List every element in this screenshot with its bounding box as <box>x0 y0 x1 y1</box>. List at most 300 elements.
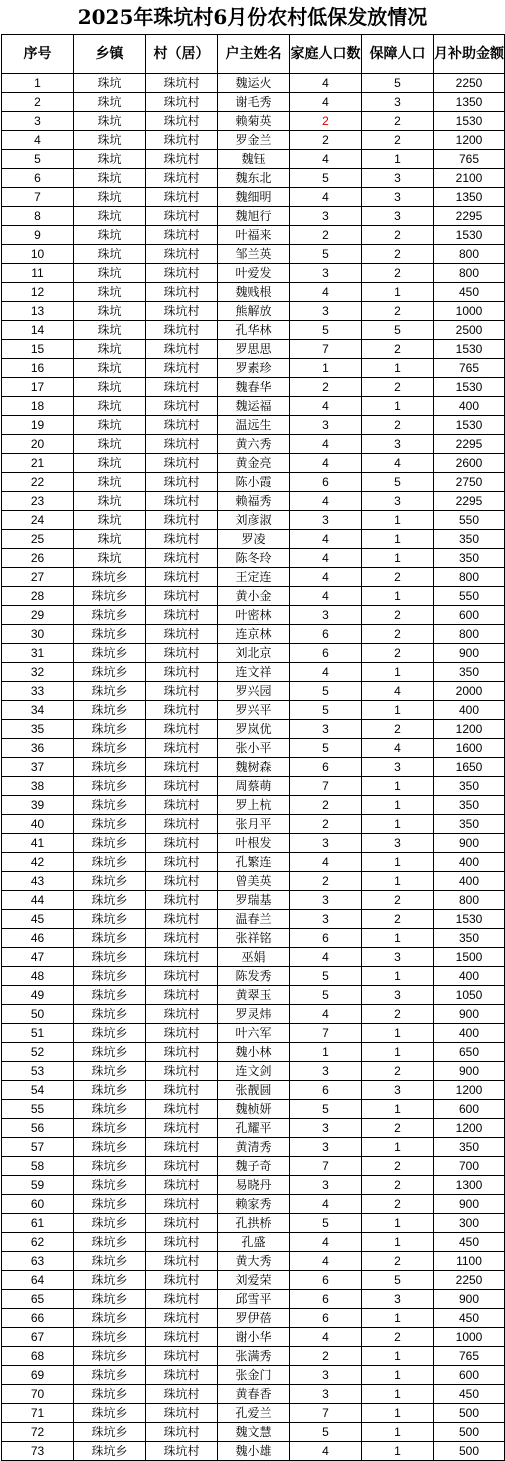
cell-householder: 魏文慧 <box>218 1423 290 1442</box>
cell-householder: 黄翠玉 <box>218 986 290 1005</box>
table-row <box>2 1271 505 1290</box>
cell-township: 珠坑乡 <box>74 1404 146 1423</box>
cell-householder: 魏桢妍 <box>218 1100 290 1119</box>
cell-village: 珠坑村 <box>146 967 218 986</box>
cell-serial: 68 <box>2 1347 74 1366</box>
cell-householder: 黄小金 <box>218 587 290 606</box>
cell-township: 珠坑 <box>74 131 146 150</box>
cell-covered-persons: 3 <box>362 986 434 1005</box>
cell-monthly-amount: 1200 <box>434 131 505 150</box>
table-row <box>2 1366 505 1385</box>
cell-township: 珠坑乡 <box>74 853 146 872</box>
cell-monthly-amount: 2600 <box>434 454 505 473</box>
cell-householder: 黄春香 <box>218 1385 290 1404</box>
cell-family-size: 3 <box>290 1385 362 1404</box>
cell-township: 珠坑乡 <box>74 1290 146 1309</box>
table-row <box>2 340 505 359</box>
header-covered-persons: 保障人口 <box>362 35 434 74</box>
cell-family-size: 2 <box>290 796 362 815</box>
cell-serial: 32 <box>2 663 74 682</box>
cell-covered-persons: 1 <box>362 1100 434 1119</box>
cell-monthly-amount: 2295 <box>434 435 505 454</box>
table-row <box>2 1328 505 1347</box>
cell-family-size: 7 <box>290 777 362 796</box>
cell-township: 珠坑乡 <box>74 1309 146 1328</box>
cell-covered-persons: 5 <box>362 1271 434 1290</box>
cell-monthly-amount: 1530 <box>434 416 505 435</box>
cell-township: 珠坑 <box>74 226 146 245</box>
cell-covered-persons: 5 <box>362 321 434 340</box>
cell-family-size: 3 <box>290 1138 362 1157</box>
cell-serial: 28 <box>2 587 74 606</box>
cell-family-size: 6 <box>290 929 362 948</box>
cell-covered-persons: 2 <box>362 112 434 131</box>
cell-serial: 62 <box>2 1233 74 1252</box>
cell-township: 珠坑乡 <box>74 1347 146 1366</box>
table-row <box>2 93 505 112</box>
cell-monthly-amount: 800 <box>434 891 505 910</box>
cell-township: 珠坑 <box>74 511 146 530</box>
cell-serial: 15 <box>2 340 74 359</box>
cell-covered-persons: 1 <box>362 872 434 891</box>
cell-covered-persons: 3 <box>362 1081 434 1100</box>
table-row <box>2 701 505 720</box>
table-row <box>2 207 505 226</box>
cell-monthly-amount: 1350 <box>434 188 505 207</box>
cell-householder: 魏旭行 <box>218 207 290 226</box>
cell-serial: 11 <box>2 264 74 283</box>
table-row <box>2 834 505 853</box>
cell-serial: 49 <box>2 986 74 1005</box>
cell-village: 珠坑村 <box>146 378 218 397</box>
cell-village: 珠坑村 <box>146 1100 218 1119</box>
cell-householder: 罗兴平 <box>218 701 290 720</box>
cell-village: 珠坑村 <box>146 815 218 834</box>
cell-householder: 陈发秀 <box>218 967 290 986</box>
cell-village: 珠坑村 <box>146 758 218 777</box>
cell-family-size: 1 <box>290 359 362 378</box>
cell-family-size: 1 <box>290 1043 362 1062</box>
cell-covered-persons: 2 <box>362 131 434 150</box>
cell-serial: 9 <box>2 226 74 245</box>
cell-monthly-amount: 800 <box>434 264 505 283</box>
cell-family-size: 5 <box>290 1100 362 1119</box>
cell-serial: 48 <box>2 967 74 986</box>
table-row <box>2 264 505 283</box>
cell-serial: 47 <box>2 948 74 967</box>
cell-family-size: 3 <box>290 891 362 910</box>
cell-monthly-amount: 350 <box>434 530 505 549</box>
cell-covered-persons: 2 <box>362 1157 434 1176</box>
table-row <box>2 872 505 891</box>
cell-family-size: 5 <box>290 739 362 758</box>
cell-village: 珠坑村 <box>146 340 218 359</box>
cell-village: 珠坑村 <box>146 1138 218 1157</box>
cell-family-size: 4 <box>290 1195 362 1214</box>
cell-householder: 孔华林 <box>218 321 290 340</box>
cell-village: 珠坑村 <box>146 606 218 625</box>
cell-serial: 12 <box>2 283 74 302</box>
cell-monthly-amount: 550 <box>434 587 505 606</box>
cell-township: 珠坑 <box>74 302 146 321</box>
cell-householder: 张金门 <box>218 1366 290 1385</box>
cell-serial: 57 <box>2 1138 74 1157</box>
cell-family-size: 4 <box>290 454 362 473</box>
cell-covered-persons: 1 <box>362 1404 434 1423</box>
cell-monthly-amount: 800 <box>434 245 505 264</box>
cell-village: 珠坑村 <box>146 264 218 283</box>
cell-monthly-amount: 450 <box>434 283 505 302</box>
cell-township: 珠坑乡 <box>74 720 146 739</box>
cell-covered-persons: 1 <box>362 853 434 872</box>
table-row <box>2 435 505 454</box>
cell-family-size: 2 <box>290 1347 362 1366</box>
cell-covered-persons: 3 <box>362 758 434 777</box>
cell-village: 珠坑村 <box>146 150 218 169</box>
header-serial: 序号 <box>2 35 74 74</box>
cell-monthly-amount: 1530 <box>434 910 505 929</box>
cell-family-size: 6 <box>290 625 362 644</box>
cell-monthly-amount: 350 <box>434 549 505 568</box>
cell-township: 珠坑 <box>74 93 146 112</box>
cell-covered-persons: 5 <box>362 473 434 492</box>
cell-monthly-amount: 800 <box>434 625 505 644</box>
cell-householder: 黄清秀 <box>218 1138 290 1157</box>
cell-monthly-amount: 400 <box>434 1024 505 1043</box>
cell-covered-persons: 1 <box>362 1024 434 1043</box>
cell-family-size: 6 <box>290 1271 362 1290</box>
cell-monthly-amount: 650 <box>434 1043 505 1062</box>
cell-householder: 孔耀平 <box>218 1119 290 1138</box>
table-row <box>2 1233 505 1252</box>
cell-monthly-amount: 300 <box>434 1214 505 1233</box>
cell-serial: 54 <box>2 1081 74 1100</box>
cell-householder: 刘彦淑 <box>218 511 290 530</box>
cell-family-size: 2 <box>290 872 362 891</box>
cell-monthly-amount: 1100 <box>434 1252 505 1271</box>
table-row <box>2 986 505 1005</box>
cell-village: 珠坑村 <box>146 1366 218 1385</box>
cell-monthly-amount: 765 <box>434 150 505 169</box>
cell-serial: 45 <box>2 910 74 929</box>
cell-township: 珠坑乡 <box>74 1100 146 1119</box>
cell-township: 珠坑乡 <box>74 948 146 967</box>
cell-township: 珠坑乡 <box>74 1214 146 1233</box>
cell-householder: 孔繁连 <box>218 853 290 872</box>
cell-householder: 叶爱发 <box>218 264 290 283</box>
cell-family-size: 3 <box>290 416 362 435</box>
cell-monthly-amount: 350 <box>434 663 505 682</box>
cell-covered-persons: 1 <box>362 929 434 948</box>
cell-village: 珠坑村 <box>146 834 218 853</box>
cell-monthly-amount: 900 <box>434 1290 505 1309</box>
table-row <box>2 1100 505 1119</box>
cell-township: 珠坑 <box>74 245 146 264</box>
cell-householder: 孔盛 <box>218 1233 290 1252</box>
cell-monthly-amount: 400 <box>434 872 505 891</box>
cell-serial: 52 <box>2 1043 74 1062</box>
cell-township: 珠坑乡 <box>74 644 146 663</box>
cell-village: 珠坑村 <box>146 777 218 796</box>
cell-covered-persons: 1 <box>362 150 434 169</box>
cell-family-size: 7 <box>290 1157 362 1176</box>
cell-covered-persons: 1 <box>362 397 434 416</box>
cell-monthly-amount: 1300 <box>434 1176 505 1195</box>
cell-householder: 易晓丹 <box>218 1176 290 1195</box>
table-row <box>2 815 505 834</box>
cell-serial: 71 <box>2 1404 74 1423</box>
cell-family-size: 3 <box>290 1176 362 1195</box>
cell-township: 珠坑 <box>74 397 146 416</box>
cell-covered-persons: 2 <box>362 1252 434 1271</box>
table-row <box>2 1043 505 1062</box>
cell-monthly-amount: 350 <box>434 796 505 815</box>
cell-family-size: 3 <box>290 511 362 530</box>
cell-township: 珠坑乡 <box>74 1176 146 1195</box>
table-row <box>2 644 505 663</box>
cell-covered-persons: 1 <box>362 359 434 378</box>
table-row <box>2 720 505 739</box>
cell-householder: 魏细明 <box>218 188 290 207</box>
cell-family-size: 6 <box>290 644 362 663</box>
cell-householder: 陈小霞 <box>218 473 290 492</box>
cell-monthly-amount: 400 <box>434 967 505 986</box>
table-row <box>2 454 505 473</box>
table-row <box>2 777 505 796</box>
cell-householder: 罗灵炜 <box>218 1005 290 1024</box>
cell-township: 珠坑乡 <box>74 967 146 986</box>
cell-serial: 35 <box>2 720 74 739</box>
cell-serial: 13 <box>2 302 74 321</box>
cell-family-size: 2 <box>290 131 362 150</box>
cell-township: 珠坑乡 <box>74 625 146 644</box>
cell-family-size: 4 <box>290 150 362 169</box>
cell-serial: 41 <box>2 834 74 853</box>
cell-township: 珠坑 <box>74 473 146 492</box>
cell-family-size: 4 <box>290 435 362 454</box>
cell-covered-persons: 3 <box>362 188 434 207</box>
table-row <box>2 1290 505 1309</box>
cell-monthly-amount: 800 <box>434 568 505 587</box>
cell-village: 珠坑村 <box>146 169 218 188</box>
table-row <box>2 587 505 606</box>
subsidy-table <box>1 34 505 1461</box>
cell-family-size: 7 <box>290 340 362 359</box>
cell-village: 珠坑村 <box>146 397 218 416</box>
cell-monthly-amount: 2100 <box>434 169 505 188</box>
cell-village: 珠坑村 <box>146 93 218 112</box>
table-row <box>2 606 505 625</box>
cell-township: 珠坑乡 <box>74 929 146 948</box>
cell-householder: 王定连 <box>218 568 290 587</box>
cell-serial: 72 <box>2 1423 74 1442</box>
cell-village: 珠坑村 <box>146 530 218 549</box>
table-row <box>2 1138 505 1157</box>
cell-householder: 叶密林 <box>218 606 290 625</box>
cell-covered-persons: 1 <box>362 511 434 530</box>
cell-monthly-amount: 350 <box>434 929 505 948</box>
cell-monthly-amount: 450 <box>434 1309 505 1328</box>
cell-township: 珠坑 <box>74 435 146 454</box>
cell-householder: 赖菊英 <box>218 112 290 131</box>
cell-serial: 29 <box>2 606 74 625</box>
cell-village: 珠坑村 <box>146 74 218 93</box>
cell-township: 珠坑乡 <box>74 1062 146 1081</box>
table-row <box>2 321 505 340</box>
cell-village: 珠坑村 <box>146 587 218 606</box>
cell-monthly-amount: 500 <box>434 1423 505 1442</box>
cell-serial: 16 <box>2 359 74 378</box>
cell-monthly-amount: 1530 <box>434 378 505 397</box>
cell-serial: 69 <box>2 1366 74 1385</box>
cell-covered-persons: 4 <box>362 454 434 473</box>
cell-township: 珠坑乡 <box>74 834 146 853</box>
cell-covered-persons: 1 <box>362 815 434 834</box>
cell-serial: 70 <box>2 1385 74 1404</box>
cell-village: 珠坑村 <box>146 1252 218 1271</box>
cell-covered-persons: 2 <box>362 644 434 663</box>
table-row <box>2 1119 505 1138</box>
table-row <box>2 188 505 207</box>
cell-township: 珠坑乡 <box>74 663 146 682</box>
cell-monthly-amount: 400 <box>434 853 505 872</box>
cell-serial: 1 <box>2 74 74 93</box>
table-header-row <box>2 35 505 74</box>
cell-township: 珠坑乡 <box>74 606 146 625</box>
table-row <box>2 1024 505 1043</box>
table-row <box>2 1404 505 1423</box>
cell-township: 珠坑 <box>74 74 146 93</box>
cell-village: 珠坑村 <box>146 188 218 207</box>
cell-family-size: 4 <box>290 853 362 872</box>
cell-family-size: 3 <box>290 1119 362 1138</box>
table-row <box>2 416 505 435</box>
cell-covered-persons: 2 <box>362 910 434 929</box>
cell-monthly-amount: 1530 <box>434 112 505 131</box>
cell-monthly-amount: 1200 <box>434 720 505 739</box>
table-row <box>2 1423 505 1442</box>
cell-family-size: 2 <box>290 226 362 245</box>
cell-family-size: 4 <box>290 1252 362 1271</box>
cell-monthly-amount: 1200 <box>434 1081 505 1100</box>
cell-family-size: 3 <box>290 264 362 283</box>
cell-monthly-amount: 2295 <box>434 207 505 226</box>
cell-serial: 5 <box>2 150 74 169</box>
cell-serial: 50 <box>2 1005 74 1024</box>
cell-monthly-amount: 1050 <box>434 986 505 1005</box>
cell-monthly-amount: 900 <box>434 644 505 663</box>
table-row <box>2 967 505 986</box>
cell-family-size: 2 <box>290 815 362 834</box>
cell-householder: 张月平 <box>218 815 290 834</box>
cell-covered-persons: 2 <box>362 1062 434 1081</box>
table-row <box>2 891 505 910</box>
cell-township: 珠坑乡 <box>74 701 146 720</box>
cell-householder: 罗金兰 <box>218 131 290 150</box>
cell-village: 珠坑村 <box>146 1005 218 1024</box>
cell-family-size: 5 <box>290 967 362 986</box>
cell-township: 珠坑 <box>74 169 146 188</box>
cell-monthly-amount: 2250 <box>434 74 505 93</box>
cell-covered-persons: 1 <box>362 1214 434 1233</box>
cell-householder: 孔爱兰 <box>218 1404 290 1423</box>
cell-householder: 温远生 <box>218 416 290 435</box>
cell-family-size: 6 <box>290 1309 362 1328</box>
cell-covered-persons: 1 <box>362 1385 434 1404</box>
cell-householder: 罗岚优 <box>218 720 290 739</box>
cell-serial: 63 <box>2 1252 74 1271</box>
table-row <box>2 473 505 492</box>
cell-township: 珠坑乡 <box>74 1366 146 1385</box>
cell-householder: 黄金亮 <box>218 454 290 473</box>
cell-family-size: 6 <box>290 758 362 777</box>
table-row <box>2 910 505 929</box>
cell-serial: 65 <box>2 1290 74 1309</box>
cell-householder: 张靓圆 <box>218 1081 290 1100</box>
cell-monthly-amount: 765 <box>434 1347 505 1366</box>
cell-township: 珠坑 <box>74 112 146 131</box>
cell-township: 珠坑乡 <box>74 758 146 777</box>
cell-monthly-amount: 1000 <box>434 302 505 321</box>
cell-township: 珠坑乡 <box>74 1081 146 1100</box>
cell-family-size: 5 <box>290 682 362 701</box>
table-row <box>2 625 505 644</box>
cell-serial: 6 <box>2 169 74 188</box>
cell-village: 珠坑村 <box>146 492 218 511</box>
cell-serial: 23 <box>2 492 74 511</box>
cell-householder: 周蔡萌 <box>218 777 290 796</box>
cell-householder: 曾美英 <box>218 872 290 891</box>
cell-township: 珠坑乡 <box>74 1195 146 1214</box>
table-row <box>2 663 505 682</box>
cell-family-size: 3 <box>290 302 362 321</box>
cell-householder: 邹兰英 <box>218 245 290 264</box>
cell-village: 珠坑村 <box>146 207 218 226</box>
header-family-size: 家庭人口数 <box>290 35 362 74</box>
table-row <box>2 1157 505 1176</box>
cell-village: 珠坑村 <box>146 302 218 321</box>
cell-family-size: 3 <box>290 910 362 929</box>
cell-covered-persons: 2 <box>362 891 434 910</box>
cell-village: 珠坑村 <box>146 1423 218 1442</box>
table-row <box>2 1081 505 1100</box>
cell-householder: 张小平 <box>218 739 290 758</box>
cell-monthly-amount: 1650 <box>434 758 505 777</box>
cell-covered-persons: 1 <box>362 1442 434 1461</box>
cell-village: 珠坑村 <box>146 454 218 473</box>
cell-monthly-amount: 450 <box>434 1385 505 1404</box>
cell-householder: 刘爱荣 <box>218 1271 290 1290</box>
cell-monthly-amount: 700 <box>434 1157 505 1176</box>
cell-householder: 陈冬玲 <box>218 549 290 568</box>
cell-township: 珠坑乡 <box>74 1252 146 1271</box>
cell-township: 珠坑 <box>74 530 146 549</box>
cell-covered-persons: 5 <box>362 74 434 93</box>
cell-householder: 赖家秀 <box>218 1195 290 1214</box>
cell-householder: 谢毛秀 <box>218 93 290 112</box>
cell-village: 珠坑村 <box>146 663 218 682</box>
cell-village: 珠坑村 <box>146 1081 218 1100</box>
cell-village: 珠坑村 <box>146 948 218 967</box>
cell-householder: 叶根发 <box>218 834 290 853</box>
cell-monthly-amount: 1000 <box>434 1328 505 1347</box>
cell-family-size: 2 <box>290 112 362 131</box>
cell-householder: 罗上杭 <box>218 796 290 815</box>
cell-serial: 3 <box>2 112 74 131</box>
table-row <box>2 150 505 169</box>
cell-householder: 罗凌 <box>218 530 290 549</box>
cell-monthly-amount: 2500 <box>434 321 505 340</box>
